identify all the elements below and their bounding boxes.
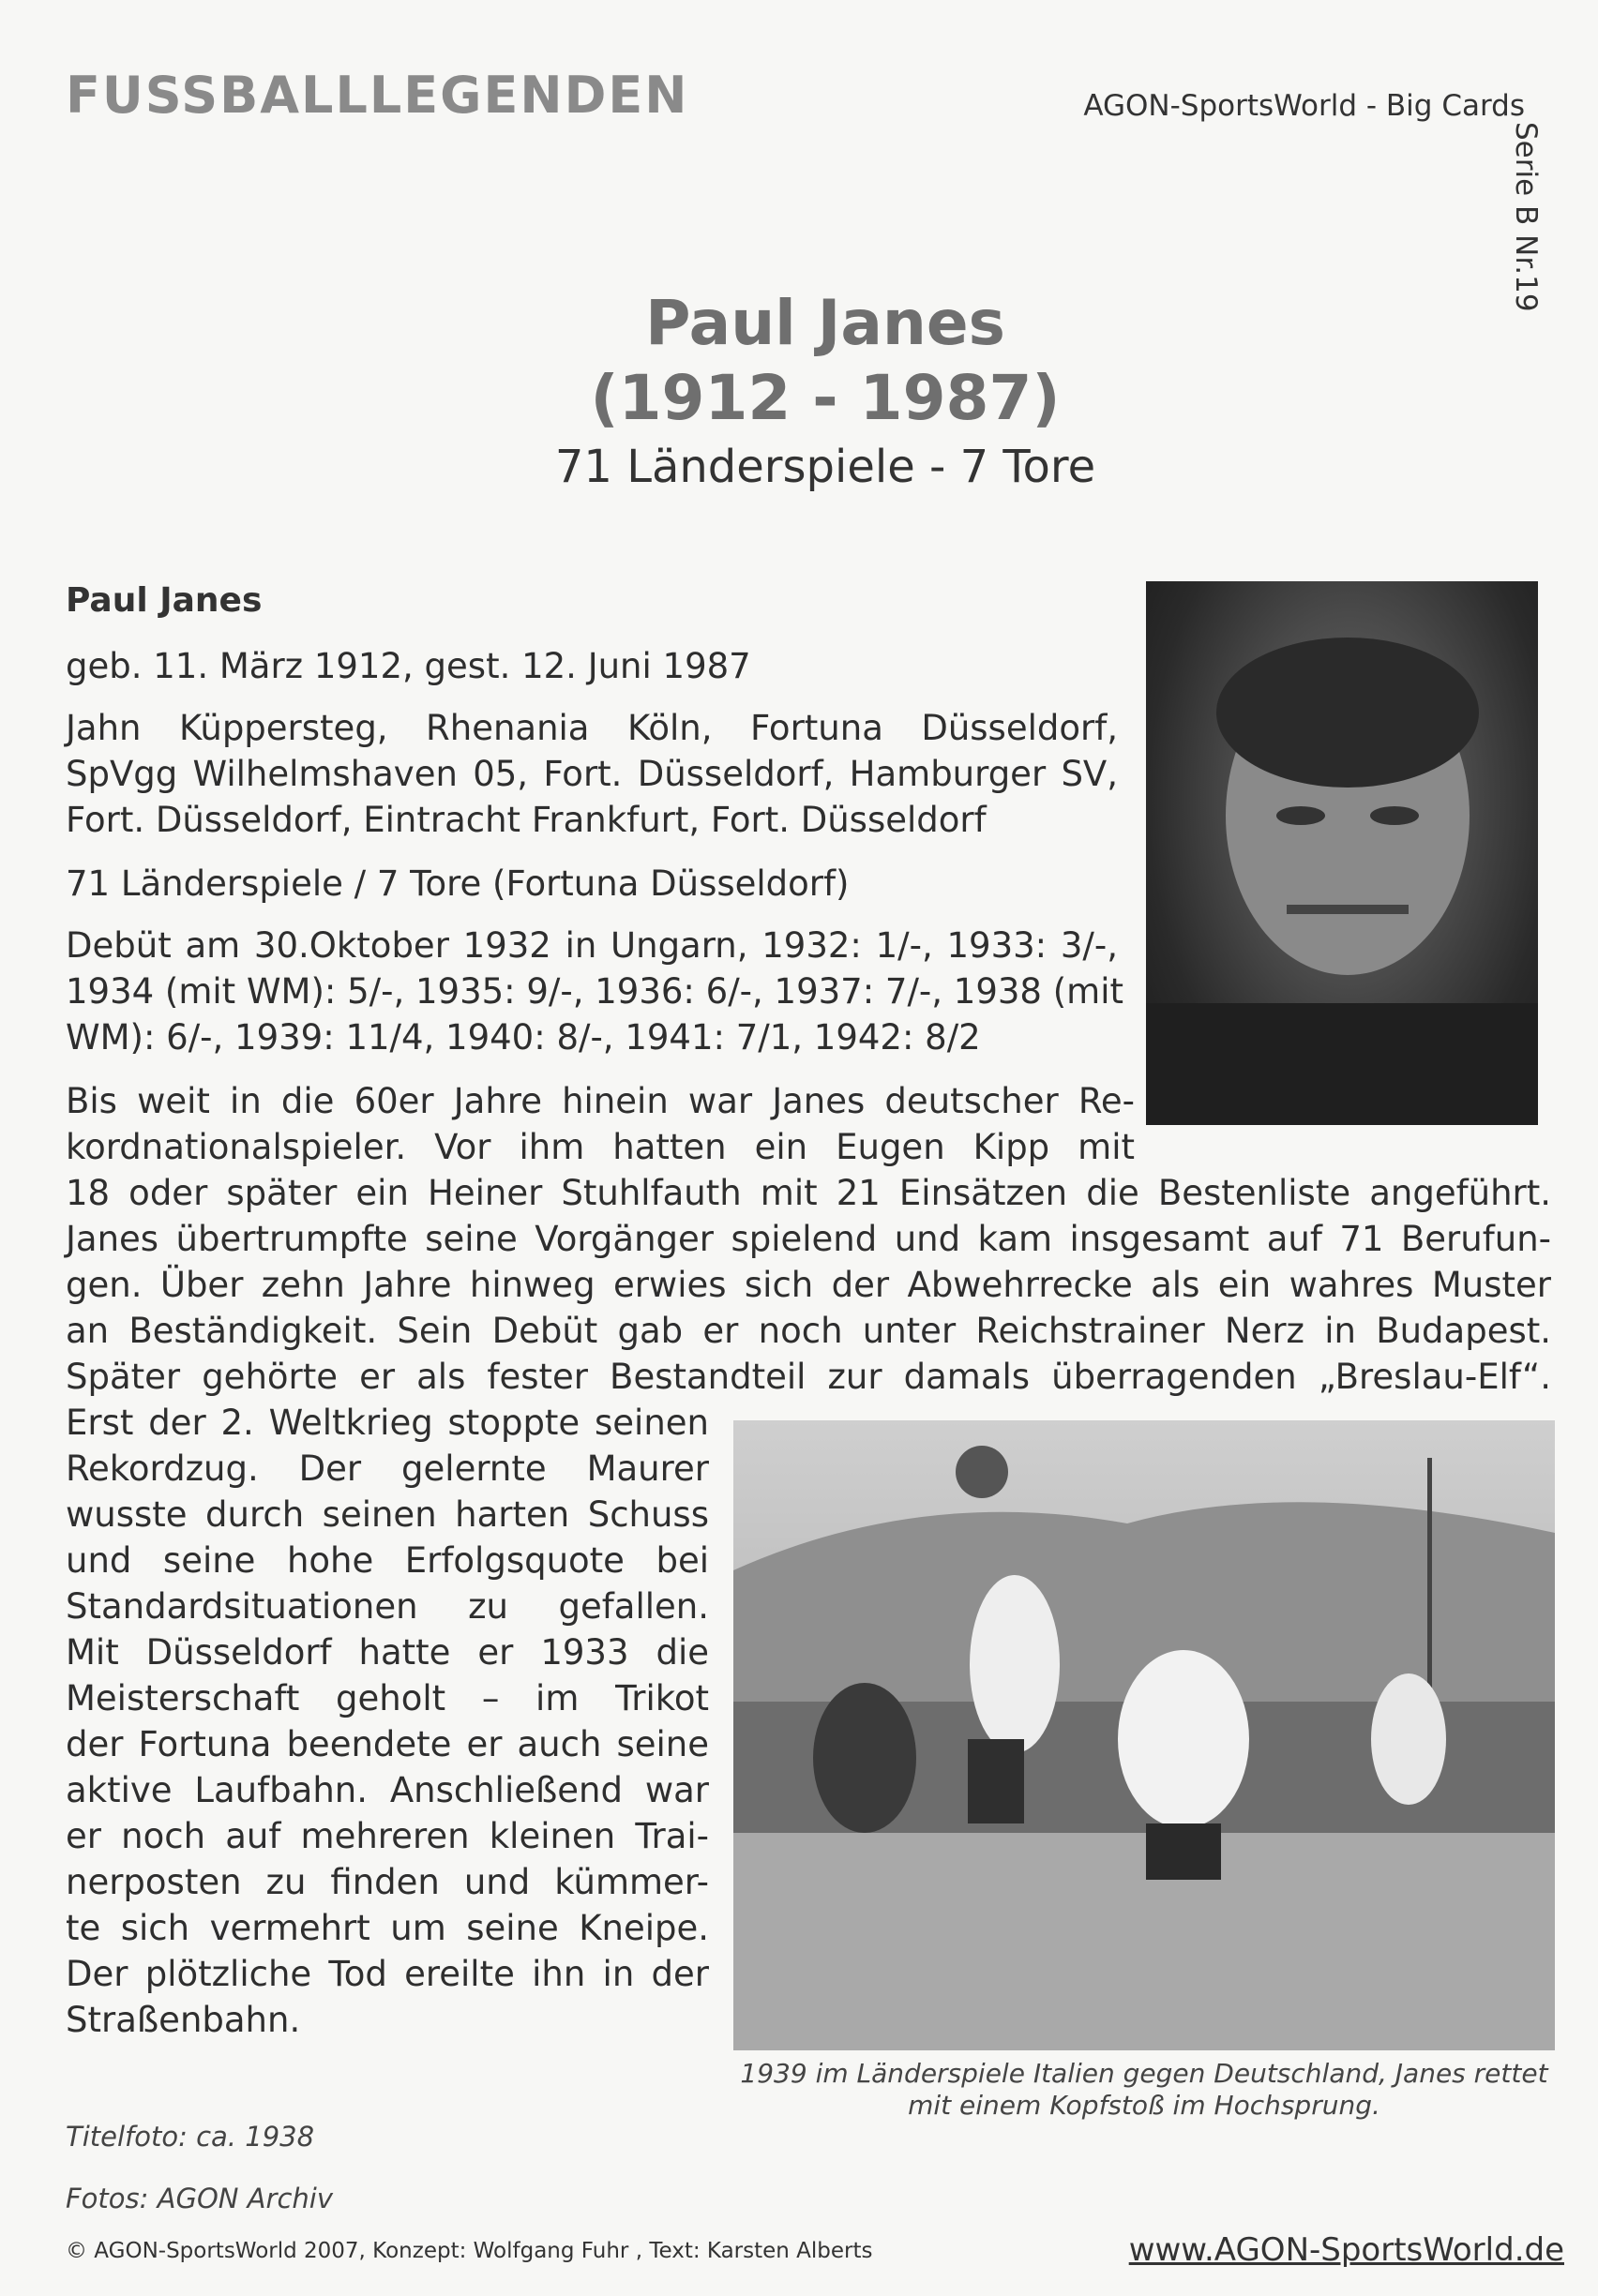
story-line: Mit Düsseldorf hatte er 1933 die bbox=[66, 1632, 709, 1673]
story-line: Der plötzliche Tod ereilte ihn in der bbox=[66, 1954, 709, 1994]
story-line: wusste durch seinen harten Schuss bbox=[66, 1494, 709, 1535]
story-line: Rekordzug. Der gelernte Maurer bbox=[66, 1448, 709, 1489]
story-line: der Fortuna beendete er auch seine bbox=[66, 1724, 709, 1764]
title-block bbox=[356, 286, 1294, 496]
brand-title: FUSSBALLLEGENDEN bbox=[66, 66, 689, 125]
story-line: Straßenbahn. bbox=[66, 2000, 301, 2040]
clubs-line: Fort. Düsseldorf, Eintracht Frankfurt, Fort. Düsseldorf bbox=[66, 800, 987, 840]
caps-summary: 71 Länderspiele - 7 Tore bbox=[554, 441, 1096, 493]
titelfoto-credit: Titelfoto: ca. 1938 bbox=[66, 2121, 315, 2153]
match-photo bbox=[733, 1420, 1555, 2050]
story-line: 18 oder später ein Heiner Stuhlfauth mit 21 Einsätzen die Bestenliste angeführt. bbox=[66, 1173, 1551, 1213]
debut-line: WM): 6/-, 1939: 11/4, 1940: 8/-, 1941: 7/1, 1942: 8/2 bbox=[66, 1017, 981, 1058]
copyright-notice: © AGON-SportsWorld 2007, Konzept: Wolfgang Fuhr , Text: Karsten Alberts bbox=[66, 2239, 873, 2263]
story-line: Standardsituationen zu gefallen. bbox=[66, 1586, 709, 1627]
debut-paragraph bbox=[66, 923, 1123, 1060]
story-line: Janes übertrumpfte seine Vorgänger spielend und kam insgesamt auf 71 Berufun- bbox=[66, 1219, 1551, 1259]
story-line: Erst der 2. Weltkrieg stoppte seinen bbox=[66, 1403, 709, 1443]
player-years: (1912 - 1987) bbox=[590, 362, 1061, 434]
clubs-paragraph bbox=[66, 705, 1118, 843]
caption-line: mit einem Kopfstoß im Hochsprung. bbox=[908, 2090, 1380, 2121]
photo-caption bbox=[733, 2058, 1555, 2122]
player-name-heading: Paul Janes bbox=[645, 287, 1005, 359]
story-line: Später gehörte er als fester Bestandteil zur damals überragenden „Breslau-Elf“. bbox=[66, 1357, 1551, 1397]
story-line: nerposten zu finden und kümmer- bbox=[66, 1862, 709, 1902]
story-line: er noch auf mehreren kleinen Trai- bbox=[66, 1816, 709, 1856]
debut-line: 1934 (mit WM): 5/-, 1935: 9/-, 1936: 6/-, 1937: 7/-, 1938 (mit bbox=[66, 971, 1123, 1012]
story-line: an Beständigkeit. Sein Debüt gab er noch unter Reichstrainer Nerz in Budapest. bbox=[66, 1311, 1551, 1351]
caption-line: 1939 im Länderspiele Italien gegen Deutschland, Janes rettet bbox=[740, 2058, 1548, 2089]
story-line: kordnationalspieler. Vor ihm hatten ein Eugen Kipp mit bbox=[66, 1127, 1135, 1167]
bio-name: Paul Janes bbox=[66, 581, 263, 620]
debut-line: Debüt am 30.Oktober 1932 in Ungarn, 1932: 1/-, 1933: 3/-, bbox=[66, 925, 1118, 966]
story-line: und seine hohe Erfolgsquote bei bbox=[66, 1540, 709, 1581]
story-line: Meisterschaft geholt – im Trikot bbox=[66, 1678, 709, 1718]
series-label: AGON-SportsWorld - Big Cards bbox=[1083, 89, 1525, 123]
born-died-line: geb. 11. März 1912, gest. 12. Juni 1987 bbox=[66, 646, 751, 686]
serial-number: Serie B Nr.19 bbox=[1509, 122, 1543, 312]
story-line: te sich vermehrt um seine Kneipe. bbox=[66, 1908, 709, 1948]
story-paragraph bbox=[66, 1078, 1551, 1400]
portrait-photo bbox=[1146, 581, 1538, 1125]
website-link[interactable]: www.AGON-SportsWorld.de bbox=[1128, 2231, 1564, 2269]
story-narrow-paragraph bbox=[66, 1400, 709, 2043]
photos-credit: Fotos: AGON Archiv bbox=[66, 2183, 333, 2214]
story-line: aktive Laufbahn. Anschließend war bbox=[66, 1770, 709, 1810]
clubs-line: SpVgg Wilhelmshaven 05, Fort. Düsseldorf, Hamburger SV, bbox=[66, 754, 1118, 794]
clubs-line: Jahn Küppersteg, Rhenania Köln, Fortuna Düsseldorf, bbox=[66, 708, 1118, 748]
internationals-line: 71 Länderspiele / 7 Tore (Fortuna Düsseldorf) bbox=[66, 863, 850, 904]
story-line: Bis weit in die 60er Jahre hinein war Janes deutscher Re- bbox=[66, 1081, 1135, 1121]
story-line: gen. Über zehn Jahre hinweg erwies sich der Abwehrrecke als ein wahres Muster bbox=[66, 1265, 1551, 1305]
